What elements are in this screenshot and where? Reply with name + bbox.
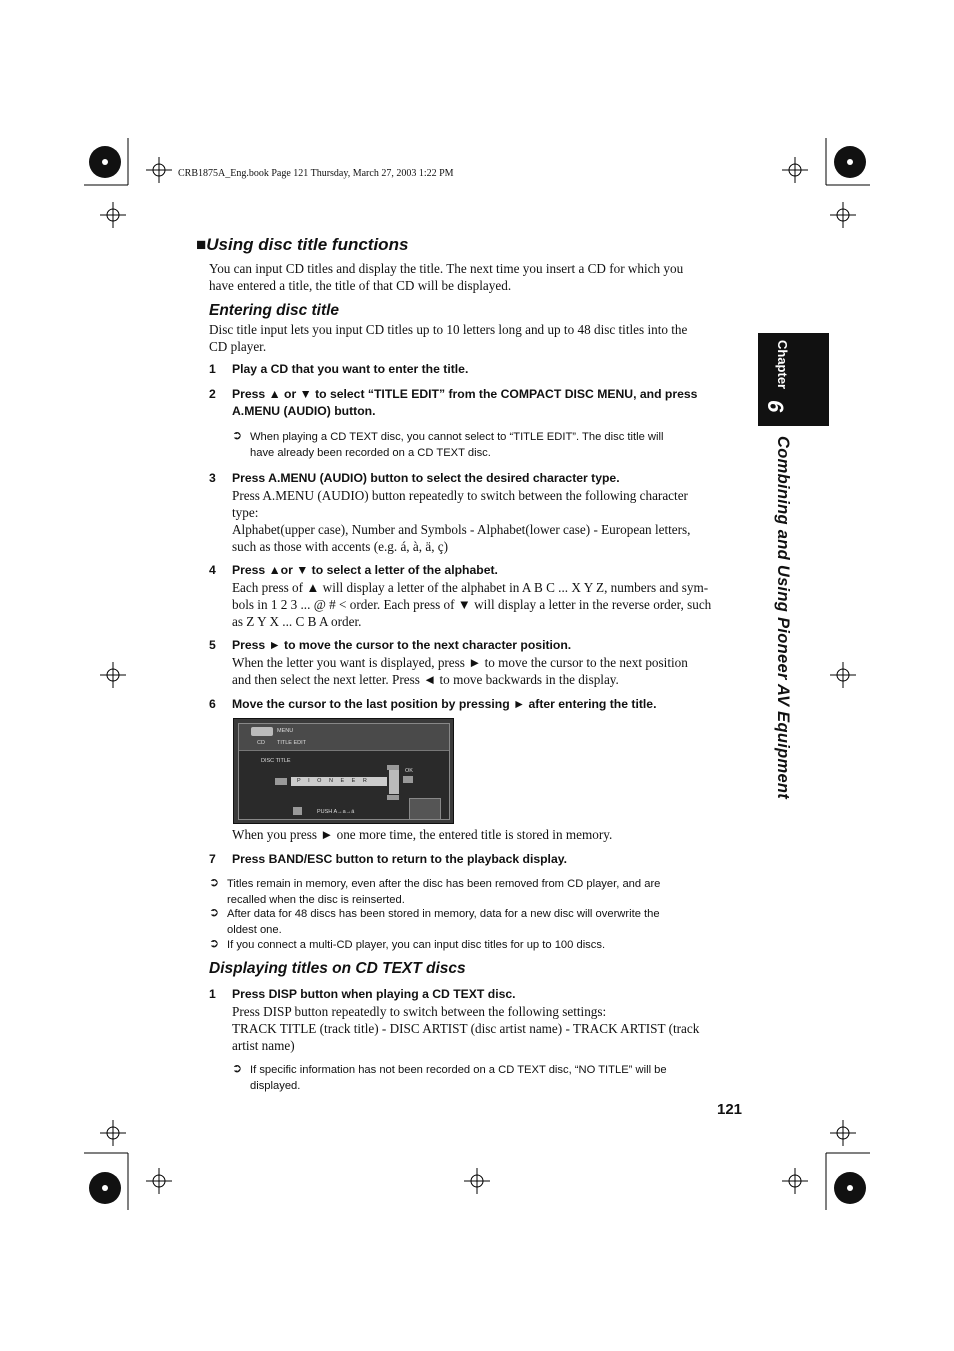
entering-intro: Disc title input lets you input CD titles up to 10 letters long and up to 48 disc titles into the CD player. (209, 322, 688, 354)
page-number: 121 (717, 1101, 743, 1118)
entering-heading: Entering disc title (209, 302, 340, 319)
screen-ok-label: OK (405, 768, 413, 774)
chapter-number: 6 (763, 400, 788, 413)
display-step-1: 1 Press DISP button when playing a CD TEXT disc. (209, 987, 516, 1001)
step-4-body: Each press of ▲ will display a letter of the alphabet in A B C ... X Y Z, numbers and sym- bols in 1 2 3 ... @ # < order. Each press of ▼ will display a letter in the reverse order, such as Z Y X ... C B A order. (232, 580, 712, 629)
screen-source-label: CD (257, 740, 265, 746)
step-6: 6 Move the cursor to the last position by pressing ► after entering the title. (209, 697, 657, 711)
chapter-side-title: Combining and Using Pioneer AV Equipment (774, 436, 792, 800)
book-header-line: CRB1875A_Eng.book Page 121 Thursday, March 27, 2003 1:22 PM (178, 168, 454, 179)
step-4: 4 Press ▲or ▼ to select a letter of the alphabet. (209, 563, 498, 577)
step-6-after: When you press ► one more time, the entered title is stored in memory. (232, 827, 613, 842)
general-note-1: ➲ Titles remain in memory, even after the disc has been removed from CD player, and are recalled when the disc is reinserted. (209, 875, 661, 906)
cursor-icon (389, 770, 399, 794)
note-arrow-icon: ➲ (232, 428, 243, 442)
step-7: 7 Press BAND/ESC button to return to the playback display. (209, 852, 567, 866)
step-1: 1 Play a CD that you want to enter the title. (209, 362, 469, 376)
chapter-label: Chapter (775, 340, 790, 390)
general-note-2: ➲ After data for 48 discs has been stored in memory, data for a new disc will overwrite the oldest one. (209, 905, 660, 936)
right-arrow-icon (403, 776, 413, 783)
note-arrow-icon: ➲ (209, 905, 220, 919)
down-arrow-icon (387, 795, 399, 800)
left-arrow-icon (275, 778, 287, 785)
display-step-1-note: ➲ If specific information has not been recorded on a CD TEXT disc, “NO TITLE” will be displayed. (232, 1061, 667, 1092)
section-bullet: ■ (196, 235, 207, 254)
disc-title-screen-image (233, 718, 454, 824)
note-arrow-icon: ➲ (209, 875, 220, 889)
step-5: 5 Press ► to move the cursor to the next character position. (209, 638, 572, 652)
section-title: ■Using disc title functions (196, 235, 409, 254)
general-note-3: ➲ If you connect a multi-CD player, you can input disc titles for up to 100 discs. (209, 936, 606, 951)
screen-title-letters: P I O N E E R (297, 778, 370, 784)
step-2-note: ➲ When playing a CD TEXT disc, you cannot select to “TITLE EDIT”. The disc title will have already been recorded on a CD TEXT disc. (232, 428, 664, 459)
joystick-icon (409, 798, 441, 820)
note-arrow-icon: ➲ (209, 936, 220, 950)
note-arrow-icon: ➲ (232, 1061, 243, 1075)
display-step-1-body: Press DISP button repeatedly to switch between the following settings: TRACK TITLE (track title) - DISC ARTIST (disc artist name) - TRACK ARTIST (track artist name) (232, 1004, 700, 1053)
up-arrow-icon (387, 765, 399, 770)
screen-push-label: PUSH A→a→á (317, 809, 355, 815)
screen-title-edit-label: TITLE EDIT (277, 740, 307, 746)
step-3: 3 Press A.MENU (AUDIO) button to select the desired character type. (209, 471, 620, 485)
displaying-heading: Displaying titles on CD TEXT discs (209, 960, 466, 977)
screen-menu-label: MENU (277, 728, 294, 734)
step-2: 2 Press ▲ or ▼ to select “TITLE EDIT” from the COMPACT DISC MENU, and press A.MENU (AUDIO) button. (209, 387, 698, 418)
step-3-body: Press A.MENU (AUDIO) button repeatedly to switch between the following character type: Alphabet(upper case), Number and Symbols - Alphabet(lower case) - European letters, such as those with accents (e.g. á, à, ä, ç) (232, 488, 691, 554)
disc-icon (251, 727, 273, 736)
step-5-body: When the letter you want is displayed, press ► to move the cursor to the next position and then select the next letter. Press ◄ to move backwards in the display. (232, 655, 688, 687)
a-button-icon (293, 807, 302, 815)
intro-paragraph: You can input CD titles and display the title. The next time you insert a CD for which you have entered a title, the title of that CD will be displayed. (209, 261, 684, 293)
screen-disc-title-label: DISC TITLE (261, 758, 291, 764)
